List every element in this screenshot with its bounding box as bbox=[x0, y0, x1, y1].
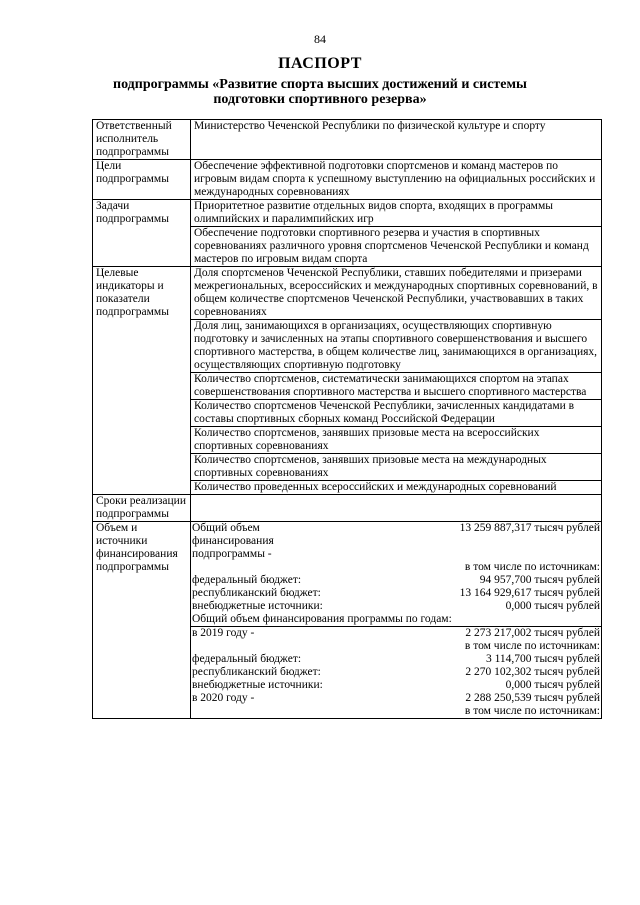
task-item: Приоритетное развитие отдельных видов спорта, входящих в программы олимпийских и паралимпийских игр bbox=[191, 200, 602, 227]
row-label: Цели подпрограммы bbox=[93, 160, 191, 200]
funding-cell bbox=[191, 522, 602, 627]
funding-row bbox=[191, 627, 601, 640]
page-subtitle: подпрограммы «Развитие спорта высших достижений и системы подготовки спортивного резерва» bbox=[113, 77, 527, 107]
table-row bbox=[93, 200, 602, 227]
funding-value: 2 273 217,002 тысяч рублей bbox=[465, 627, 600, 639]
funding-row bbox=[191, 613, 601, 626]
indicator-item: Доля спортсменов Чеченской Республики, ставших победителями и призерами межрегиональных, всероссийских и международных спортивных соревнований, в общем количестве спортсменов Чеченской Республики, участвовавших в таких соревнованиях bbox=[191, 267, 602, 320]
indicator-item: Доля лиц, занимающихся в организациях, осуществляющих спортивную подготовку и зачисленных на этапы спортивного совершенствования и высшего спортивного мастерства, в общем количестве лиц, занимающихся в организациях, осуществляющих спортивную подготовку bbox=[191, 320, 602, 373]
row-value: Обеспечение эффективной подготовки спортсменов и команд мастеров по игровым видам спорта к успешному выступлению на официальных российских и международных соревнованиях bbox=[191, 160, 602, 200]
indicator-item: Количество спортсменов Чеченской Республики, зачисленных кандидатами в составы спортивных сборных команд Российской Федерации bbox=[191, 400, 602, 427]
table-row bbox=[93, 267, 602, 320]
indicator-item: Количество спортсменов, систематически занимающихся спортом на этапах совершенствования спортивного мастерства и высшего спортивного мастерства bbox=[191, 373, 602, 400]
row-label: Ответственный исполнитель подпрограммы bbox=[93, 120, 191, 160]
indicator-item: Количество проведенных всероссийских и международных соревнований bbox=[191, 481, 602, 495]
funding-label: федеральный бюджет: bbox=[192, 574, 302, 586]
funding-row bbox=[191, 640, 601, 653]
indicator-item: Количество спортсменов, занявших призовые места на международных спортивных соревнованиях bbox=[191, 454, 602, 481]
indicator-item: Количество спортсменов, занявших призовые места на всероссийских спортивных соревнованиях bbox=[191, 427, 602, 454]
funding-row bbox=[191, 666, 601, 679]
funding-label: республиканский бюджет: bbox=[192, 666, 321, 678]
funding-years-table bbox=[191, 627, 601, 718]
funding-label: Общий объем финансирования подпрограммы - bbox=[192, 522, 274, 560]
page-title: ПАСПОРТ bbox=[278, 55, 362, 72]
funding-years-cell bbox=[191, 627, 602, 719]
row-label: Сроки реализации подпрограммы bbox=[93, 495, 191, 522]
funding-label: в 2020 году - bbox=[192, 692, 255, 704]
funding-row bbox=[191, 705, 601, 718]
funding-value: 94 957,700 тысяч рублей bbox=[479, 574, 600, 586]
funding-label: республиканский бюджет: bbox=[192, 587, 321, 599]
row-value: Министерство Чеченской Республики по физической культуре и спорту bbox=[191, 120, 602, 160]
funding-note: в том числе по источникам: bbox=[464, 640, 600, 652]
task-item: Обеспечение подготовки спортивного резерва и участия в спортивных соревнованиях различного уровня спортсменов Чеченской Республики и команд мастеров по игровым видам спорта bbox=[191, 227, 602, 267]
table-row bbox=[93, 495, 602, 522]
table-row bbox=[93, 522, 602, 627]
funding-row bbox=[191, 600, 601, 613]
funding-row bbox=[191, 679, 601, 692]
funding-row bbox=[191, 692, 601, 705]
table-row bbox=[93, 627, 602, 719]
row-value bbox=[191, 495, 602, 522]
funding-label: внебюджетные источники: bbox=[192, 600, 323, 612]
funding-row bbox=[191, 587, 601, 600]
funding-value: 2 270 102,302 тысяч рублей bbox=[465, 666, 600, 678]
row-label: Целевые индикаторы и показатели подпрограммы bbox=[93, 267, 191, 495]
funding-note: в том числе по источникам: bbox=[464, 561, 600, 573]
table-row bbox=[93, 120, 602, 160]
funding-value: 0,000 тысяч рублей bbox=[505, 600, 600, 612]
row-label: Задачи подпрограммы bbox=[93, 200, 191, 267]
row-label: Объем и источники финансирования подпрограммы bbox=[93, 522, 191, 627]
funding-label: федеральный бюджет: bbox=[192, 653, 302, 665]
funding-note: в том числе по источникам: bbox=[464, 705, 600, 717]
funding-row bbox=[191, 522, 601, 561]
table-row bbox=[93, 160, 602, 200]
funding-label: в 2019 году - bbox=[192, 627, 255, 639]
funding-value: 13 164 929,617 тысяч рублей bbox=[459, 587, 600, 599]
funding-table bbox=[191, 522, 601, 626]
page-number: 84 bbox=[314, 32, 326, 46]
funding-row bbox=[191, 574, 601, 587]
funding-value: 13 259 887,317 тысяч рублей bbox=[459, 522, 600, 534]
funding-value: 3 114,700 тысяч рублей bbox=[485, 653, 600, 665]
funding-row bbox=[191, 561, 601, 574]
passport-table bbox=[92, 119, 602, 719]
funding-value: 0,000 тысяч рублей bbox=[505, 679, 600, 691]
funding-value: 2 288 250,539 тысяч рублей bbox=[465, 692, 600, 704]
funding-row bbox=[191, 653, 601, 666]
row-label-empty bbox=[93, 627, 191, 719]
funding-label: внебюджетные источники: bbox=[192, 679, 323, 691]
funding-note: Общий объем финансирования программы по годам: bbox=[192, 613, 452, 625]
